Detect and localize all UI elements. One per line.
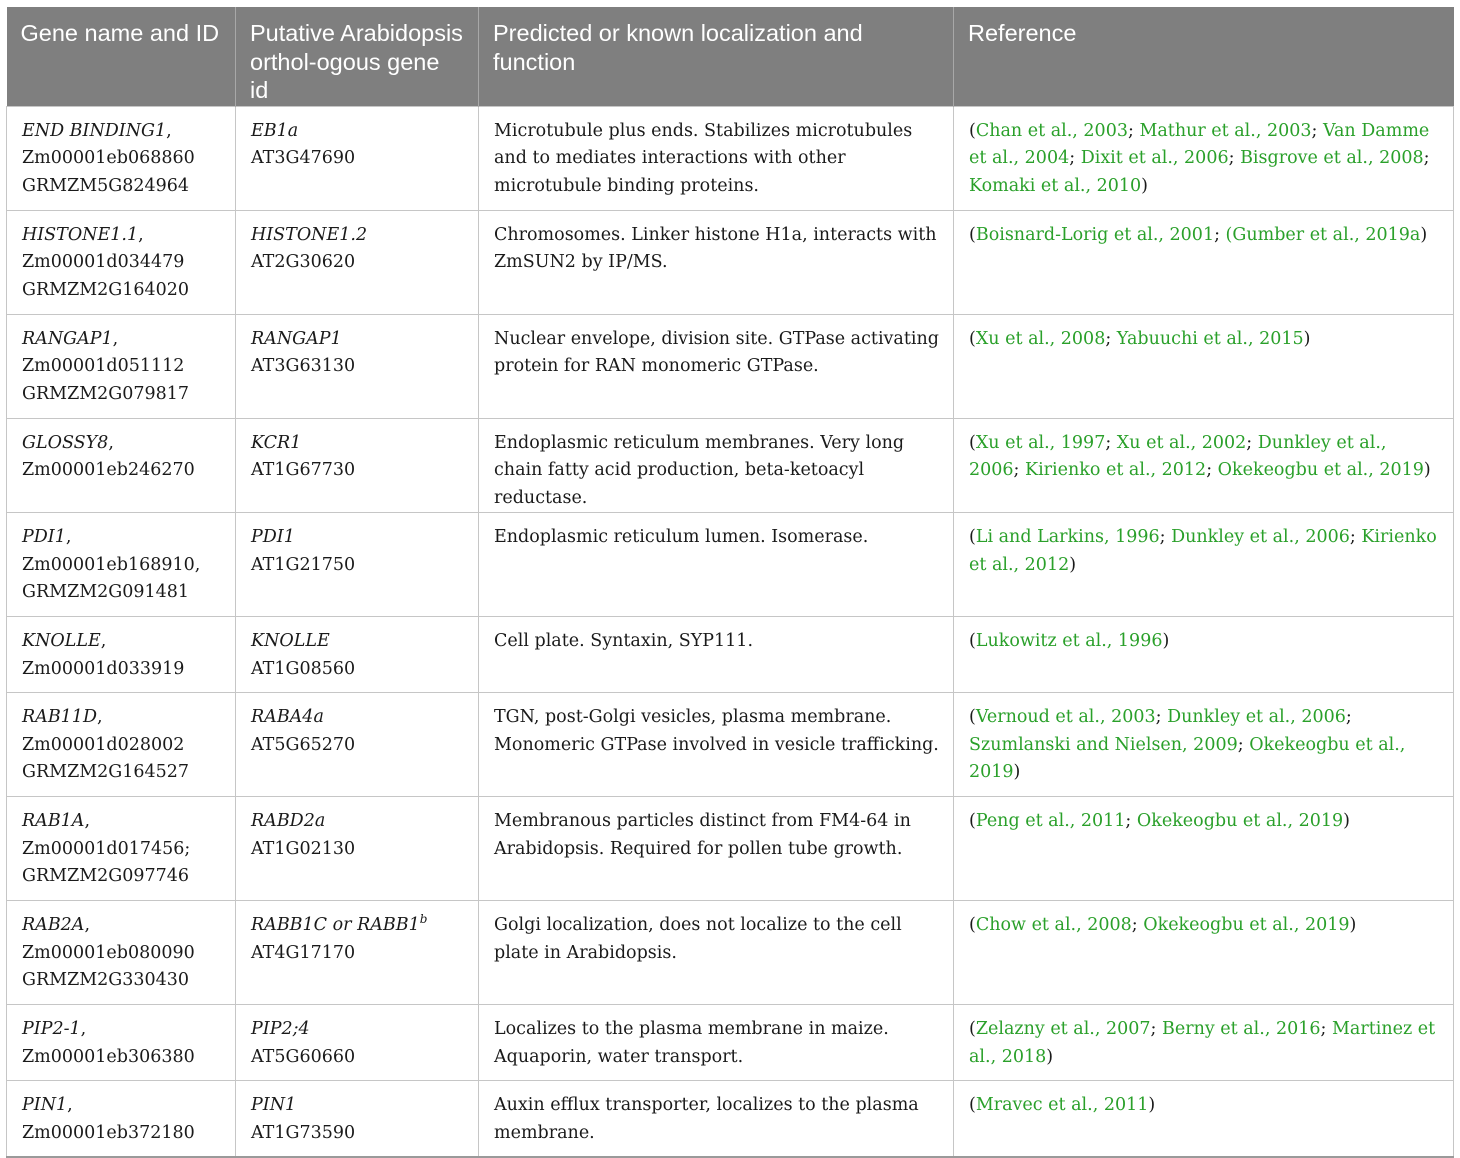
ortholog-cell [236,1005,479,1081]
gene-id: GRMZM2G164020 [22,279,190,300]
table-row [7,1081,1454,1157]
reference-cell: (Mravec et al., 2011) [954,1081,1454,1157]
ortholog-cell [236,1081,479,1157]
reference-link[interactable]: Dunkley et al., 2006 [1167,707,1346,727]
reference-link[interactable]: Dixit et al., 2006 [1080,148,1229,168]
table-row [7,513,1454,617]
gene-id: GRMZM2G097746 [22,866,190,886]
reference-link[interactable]: Chan et al., 2003 [975,120,1128,141]
gene-name: RAB11D [22,707,97,727]
ortholog-name: PIP2;4 [251,1019,310,1039]
gene-cell: PIN1, Zm00001eb372180 [7,1081,236,1157]
header-localization: Predicted or known localization and function [479,7,954,106]
gene-id: Zm00001eb246270 [22,460,195,480]
header-reference: Reference [954,7,1454,106]
reference-link[interactable]: Lukowitz et al., 1996 [975,631,1163,651]
table-row [7,1005,1454,1081]
reference-link[interactable]: Okekeogbu et al., 2019 [1136,811,1344,831]
reference-link[interactable]: Peng et al., 2011 [975,811,1126,831]
header-ortholog: Putative Arabidopsis orthol-ogous gene id [236,7,479,106]
ortholog-id: AT1G67730 [251,460,356,480]
reference-cell: (Vernoud et al., 2003; Dunkley et al., 2006; Szumlanski and Nielsen, 2009; Okekeogbu et al., 2019) [954,693,1454,797]
table-row [7,901,1454,1005]
ortholog-id: AT1G21750 [251,554,356,575]
reference-cell: (Xu et al., 1997; Xu et al., 2002; Dunkley et al., 2006; Kirienko et al., 2012; Okekeogbu et al., 2019) [954,418,1454,513]
ortholog-name: RABD2a [251,811,326,831]
gene-cell: END BINDING1, Zm00001eb068860 GRMZM5G824964 [7,106,236,210]
gene-table [6,7,1454,1158]
function-cell: Golgi localization, does not localize to the cell plate in Arabidopsis. [479,901,954,1005]
ortholog-name: RABB1C or RABB1 [251,915,420,935]
ortholog-cell [236,797,479,901]
gene-cell: PIP2-1, Zm00001eb306380 [7,1005,236,1081]
gene-id: Zm00001d033919 [22,658,185,679]
reference-link[interactable]: Martinez et al., 2018 [969,1019,1436,1067]
ortholog-id: AT2G30620 [251,252,356,272]
gene-name: RAB1A [22,811,85,831]
reference-link[interactable]: Chow et al., 2008 [975,915,1132,935]
table-row [7,106,1454,210]
table-row [7,693,1454,797]
ortholog-name: RABA4a [251,707,324,727]
gene-id: Zm00001eb168910, [22,554,201,575]
reference-link[interactable]: Mravec et al., 2011 [975,1095,1149,1115]
ortholog-cell [236,693,479,797]
reference-cell: (Chan et al., 2003; Mathur et al., 2003; Van Damme et al., 2004; Dixit et al., 2006; Bisgrove et al., 2008; Komaki et al., 2010) [954,106,1454,210]
function-cell: TGN, post-Golgi vesicles, plasma membrane. Monomeric GTPase involved in vesicle trafficking. [479,693,954,797]
gene-id: Zm00001eb068860 [22,148,195,168]
gene-name: KNOLLE [22,631,101,651]
ortholog-cell [236,901,479,1005]
reference-link[interactable]: Komaki et al., 2010 [969,175,1142,196]
reference-cell: (Boisnard-Lorig et al., 2001; (Gumber et al., 2019a) [954,210,1454,314]
ortholog-cell [236,106,479,210]
reference-link[interactable]: Szumlanski and Nielsen, 2009 [969,734,1238,755]
ortholog-name: RANGAP1 [251,328,342,349]
ortholog-id: AT5G65270 [251,734,356,755]
gene-id: GRMZM2G079817 [22,383,190,404]
table-row [7,210,1454,314]
ortholog-cell [236,418,479,513]
table-row [7,418,1454,513]
table-row [7,314,1454,418]
reference-link[interactable]: Xu et al., 2002 [1116,432,1247,453]
reference-link[interactable]: Xu et al., 2008 [975,328,1106,349]
header-gene-name: Gene name and ID [7,7,236,106]
gene-id: GRMZM2G091481 [22,582,190,602]
ortholog-cell [236,210,479,314]
reference-link[interactable]: Boisnard-Lorig et al., 2001 [975,224,1215,245]
function-cell: Chromosomes. Linker histone H1a, interacts with ZmSUN2 by IP/MS. [479,210,954,314]
reference-link[interactable]: Dunkley et al., 2006 [969,432,1387,480]
reference-link[interactable]: Yabuuchi et al., 2015 [1116,328,1304,349]
reference-link[interactable]: Okekeogbu et al., 2019 [969,734,1406,782]
reference-link[interactable]: Mathur et al., 2003 [1139,120,1312,141]
reference-link[interactable]: Zelazny et al., 2007 [975,1019,1151,1039]
gene-name: END BINDING1 [22,120,167,141]
gene-name: RANGAP1 [22,328,113,349]
reference-link[interactable]: Kirienko et al., 2012 [1025,460,1207,480]
reference-cell: (Lukowitz et al., 1996) [954,617,1454,693]
table-row [7,797,1454,901]
reference-link[interactable]: Okekeogbu et al., 2019 [1217,460,1424,480]
header-row [7,7,1454,106]
reference-link[interactable]: (Gumber et al., 2019a [1225,224,1421,245]
gene-name: PDI1 [22,527,66,547]
gene-cell: RAB2A, Zm00001eb080090 GRMZM2G330430 [7,901,236,1005]
reference-cell: (Xu et al., 2008; Yabuuchi et al., 2015) [954,314,1454,418]
gene-id: GRMZM2G330430 [22,970,190,990]
gene-name: GLOSSY8 [22,432,109,453]
reference-link[interactable]: Xu et al., 1997 [975,432,1106,453]
function-cell: Cell plate. Syntaxin, SYP111. [479,617,954,693]
ortholog-name: EB1a [251,120,299,141]
gene-id: GRMZM5G824964 [22,175,190,196]
ortholog-id: AT5G60660 [251,1046,356,1067]
function-cell: Localizes to the plasma membrane in maize. Aquaporin, water transport. [479,1005,954,1081]
gene-id: GRMZM2G164527 [22,762,190,782]
ortholog-id: AT1G02130 [251,838,356,859]
reference-link[interactable]: Bisgrove et al., 2008 [1240,148,1424,168]
gene-cell: GLOSSY8, Zm00001eb246270 [7,418,236,513]
footnote-marker: b [419,912,428,927]
ortholog-id: AT1G73590 [251,1122,356,1143]
gene-cell: KNOLLE, Zm00001d033919 [7,617,236,693]
gene-id: Zm00001eb080090 [22,942,195,963]
ortholog-cell [236,617,479,693]
gene-id: Zm00001eb306380 [22,1046,195,1067]
gene-cell: PDI1, Zm00001eb168910, GRMZM2G091481 [7,513,236,617]
reference-cell: (Li and Larkins, 1996; Dunkley et al., 2006; Kirienko et al., 2012) [954,513,1454,617]
gene-cell: HISTONE1.1, Zm00001d034479 GRMZM2G164020 [7,210,236,314]
ortholog-id: AT4G17170 [251,942,356,963]
ortholog-id: AT3G63130 [251,356,356,376]
reference-link[interactable]: Dunkley et al., 2006 [1171,527,1350,547]
function-cell: Membranous particles distinct from FM4-64 in Arabidopsis. Required for pollen tube growth. [479,797,954,901]
ortholog-cell [236,314,479,418]
ortholog-cell [236,513,479,617]
gene-id: Zm00001d017456; [22,838,191,859]
gene-name: HISTONE1.1 [22,224,139,245]
ortholog-name: PIN1 [251,1095,297,1115]
table-body [7,106,1454,1157]
gene-name: RAB2A [22,915,85,935]
gene-cell: RAB1A, Zm00001d017456; GRMZM2G097746 [7,797,236,901]
reference-link[interactable]: Berny et al., 2016 [1162,1019,1321,1039]
function-cell: Endoplasmic reticulum membranes. Very long chain fatty acid production, beta-ketoacyl reductase. [479,418,954,513]
gene-name: PIP2-1 [22,1019,81,1039]
ortholog-name: HISTONE1.2 [251,224,368,245]
reference-link[interactable]: Li and Larkins, 1996 [975,527,1160,547]
reference-cell: (Zelazny et al., 2007; Berny et al., 2016; Martinez et al., 2018) [954,1005,1454,1081]
gene-name: PIN1 [22,1095,68,1115]
table-row [7,617,1454,693]
function-cell: Endoplasmic reticulum lumen. Isomerase. [479,513,954,617]
ortholog-name: KNOLLE [251,631,330,651]
reference-link[interactable]: Kirienko et al., 2012 [969,527,1437,575]
reference-link[interactable]: Van Damme et al., 2004 [969,120,1430,168]
gene-cell: RAB11D, Zm00001d028002 GRMZM2G164527 [7,693,236,797]
ortholog-id: AT3G47690 [251,148,356,168]
ortholog-name: KCR1 [251,432,302,453]
reference-cell: (Peng et al., 2011; Okekeogbu et al., 2019) [954,797,1454,901]
gene-id: Zm00001d051112 [22,356,185,376]
gene-id: Zm00001eb372180 [22,1122,195,1143]
reference-cell: (Chow et al., 2008; Okekeogbu et al., 2019) [954,901,1454,1005]
reference-link[interactable]: Okekeogbu et al., 2019 [1143,915,1350,935]
gene-id: Zm00001d034479 [22,252,185,272]
gene-cell: RANGAP1, Zm00001d051112 GRMZM2G079817 [7,314,236,418]
ortholog-name: PDI1 [251,527,295,547]
function-cell: Auxin efflux transporter, localizes to the plasma membrane. [479,1081,954,1157]
ortholog-id: AT1G08560 [251,658,356,679]
gene-id: Zm00001d028002 [22,734,185,755]
reference-link[interactable]: Vernoud et al., 2003 [975,707,1156,727]
function-cell: Microtubule plus ends. Stabilizes microtubules and to mediates interactions with other microtubule binding proteins. [479,106,954,210]
function-cell: Nuclear envelope, division site. GTPase activating protein for RAN monomeric GTPase. [479,314,954,418]
